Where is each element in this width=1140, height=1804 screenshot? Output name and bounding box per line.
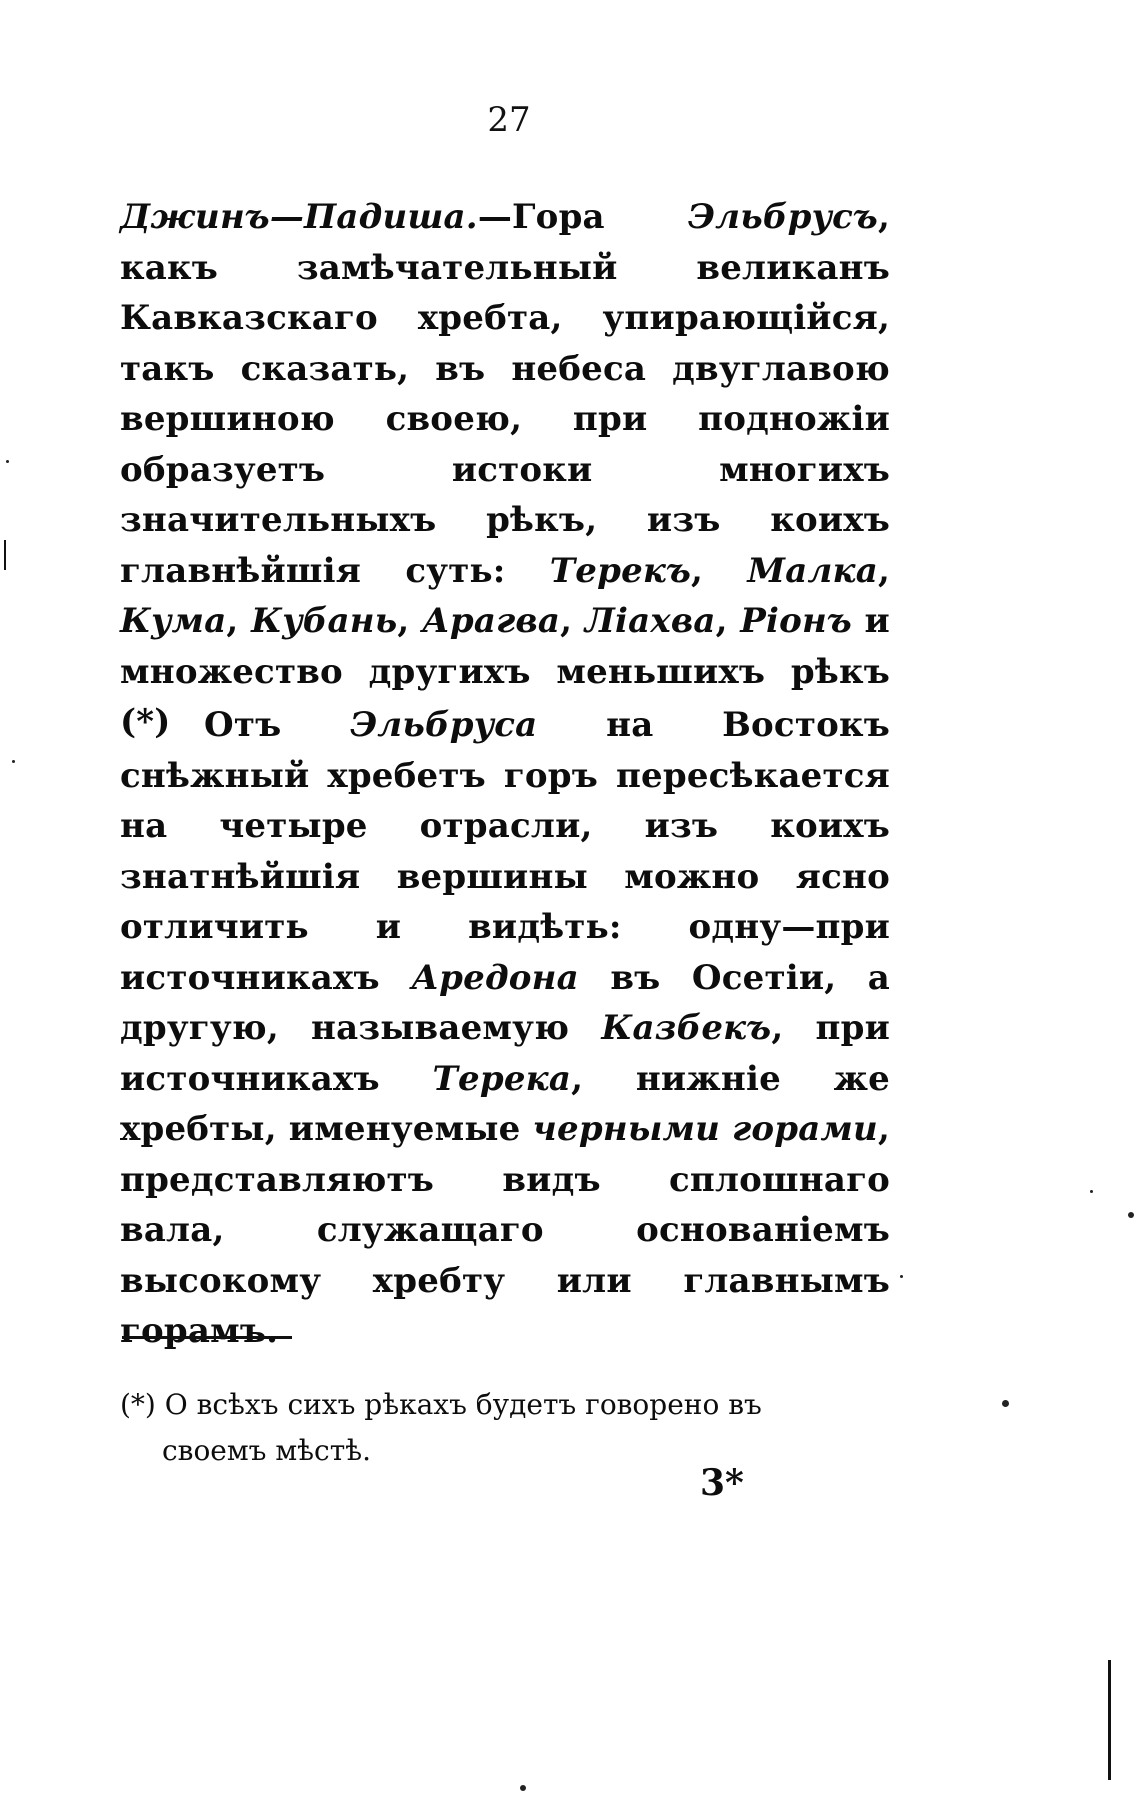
italic-term: Кубань (251, 601, 398, 641)
italic-term: Аредона (411, 957, 579, 998)
text-run: въ Осетіи, а другую, называемую (120, 957, 890, 1048)
text-run: , при источникахъ (120, 1008, 890, 1099)
text-run: , (877, 550, 891, 591)
paragraph-2 (120, 700, 890, 1357)
scan-speck (1002, 1400, 1009, 1407)
text-run: , представляютъ видъ сплошнаго вала, служащаго основаніемъ высокому хребту или главнымъ горамъ. (120, 1109, 891, 1351)
italic-term: Терека (432, 1058, 572, 1099)
text-run: , какъ замѣчательный великанъ Кавказскаго хребта, упирающійся, такъ сказать, въ небеса двуглавою вершиною своею, при подножіи образуетъ истоки многихъ значительныхъ рѣкъ, изъ коихъ главнѣйшія суть: (120, 197, 890, 591)
scan-speck (900, 1275, 903, 1278)
text-run: и множество другихъ меньшихъ рѣкъ (*) (120, 601, 890, 742)
scan-edge-line (1108, 1660, 1111, 1780)
text-run: , (560, 601, 585, 641)
scan-edge-line (4, 540, 6, 570)
italic-term: Эльбрусъ (687, 197, 878, 237)
text-run: , (226, 601, 252, 641)
text-run: Отъ (204, 705, 351, 745)
italic-term: Джинъ—Падиша. (120, 197, 478, 237)
footnote-line-1: (*) О всѣхъ сихъ рѣкахъ будетъ говорено въ (120, 1388, 762, 1421)
paragraph-1 (120, 192, 890, 748)
italic-term: Казбекъ (601, 1008, 772, 1048)
footnote-separator (122, 1336, 292, 1339)
italic-term: Терекъ (549, 550, 692, 591)
scan-speck (520, 1785, 526, 1791)
scan-speck (1128, 1212, 1134, 1218)
footnote (120, 1382, 890, 1474)
text-run: , нижніе же хребты, именуемые (120, 1058, 891, 1149)
text-run: на Востокъ снѣжный хребетъ горъ пересѣкается на четыре отрасли, изъ коихъ знатнѣйшія вершины можно ясно отличить и видѣть: одну—при источникахъ (120, 705, 891, 998)
text-run: , (715, 601, 741, 641)
footnote-line-2: своемъ мѣстѣ. (162, 1434, 371, 1467)
italic-term: Малка (747, 550, 878, 591)
text-run: , (691, 550, 748, 591)
scan-speck (1090, 1190, 1093, 1193)
italic-term: черными горами (532, 1109, 878, 1149)
italic-term: Эльбруса (350, 705, 538, 745)
scan-speck (6, 460, 9, 463)
italic-term: Кума (120, 601, 227, 641)
italic-term: Ліахва (584, 601, 716, 641)
text-run: —Гора (477, 197, 688, 237)
page-number: 27 (487, 100, 531, 140)
text-run: , (397, 601, 422, 641)
italic-term: Ріонъ (740, 601, 852, 641)
signature-mark: 3* (700, 1462, 744, 1504)
scan-speck (12, 760, 15, 763)
italic-term: Арагва (421, 601, 561, 641)
